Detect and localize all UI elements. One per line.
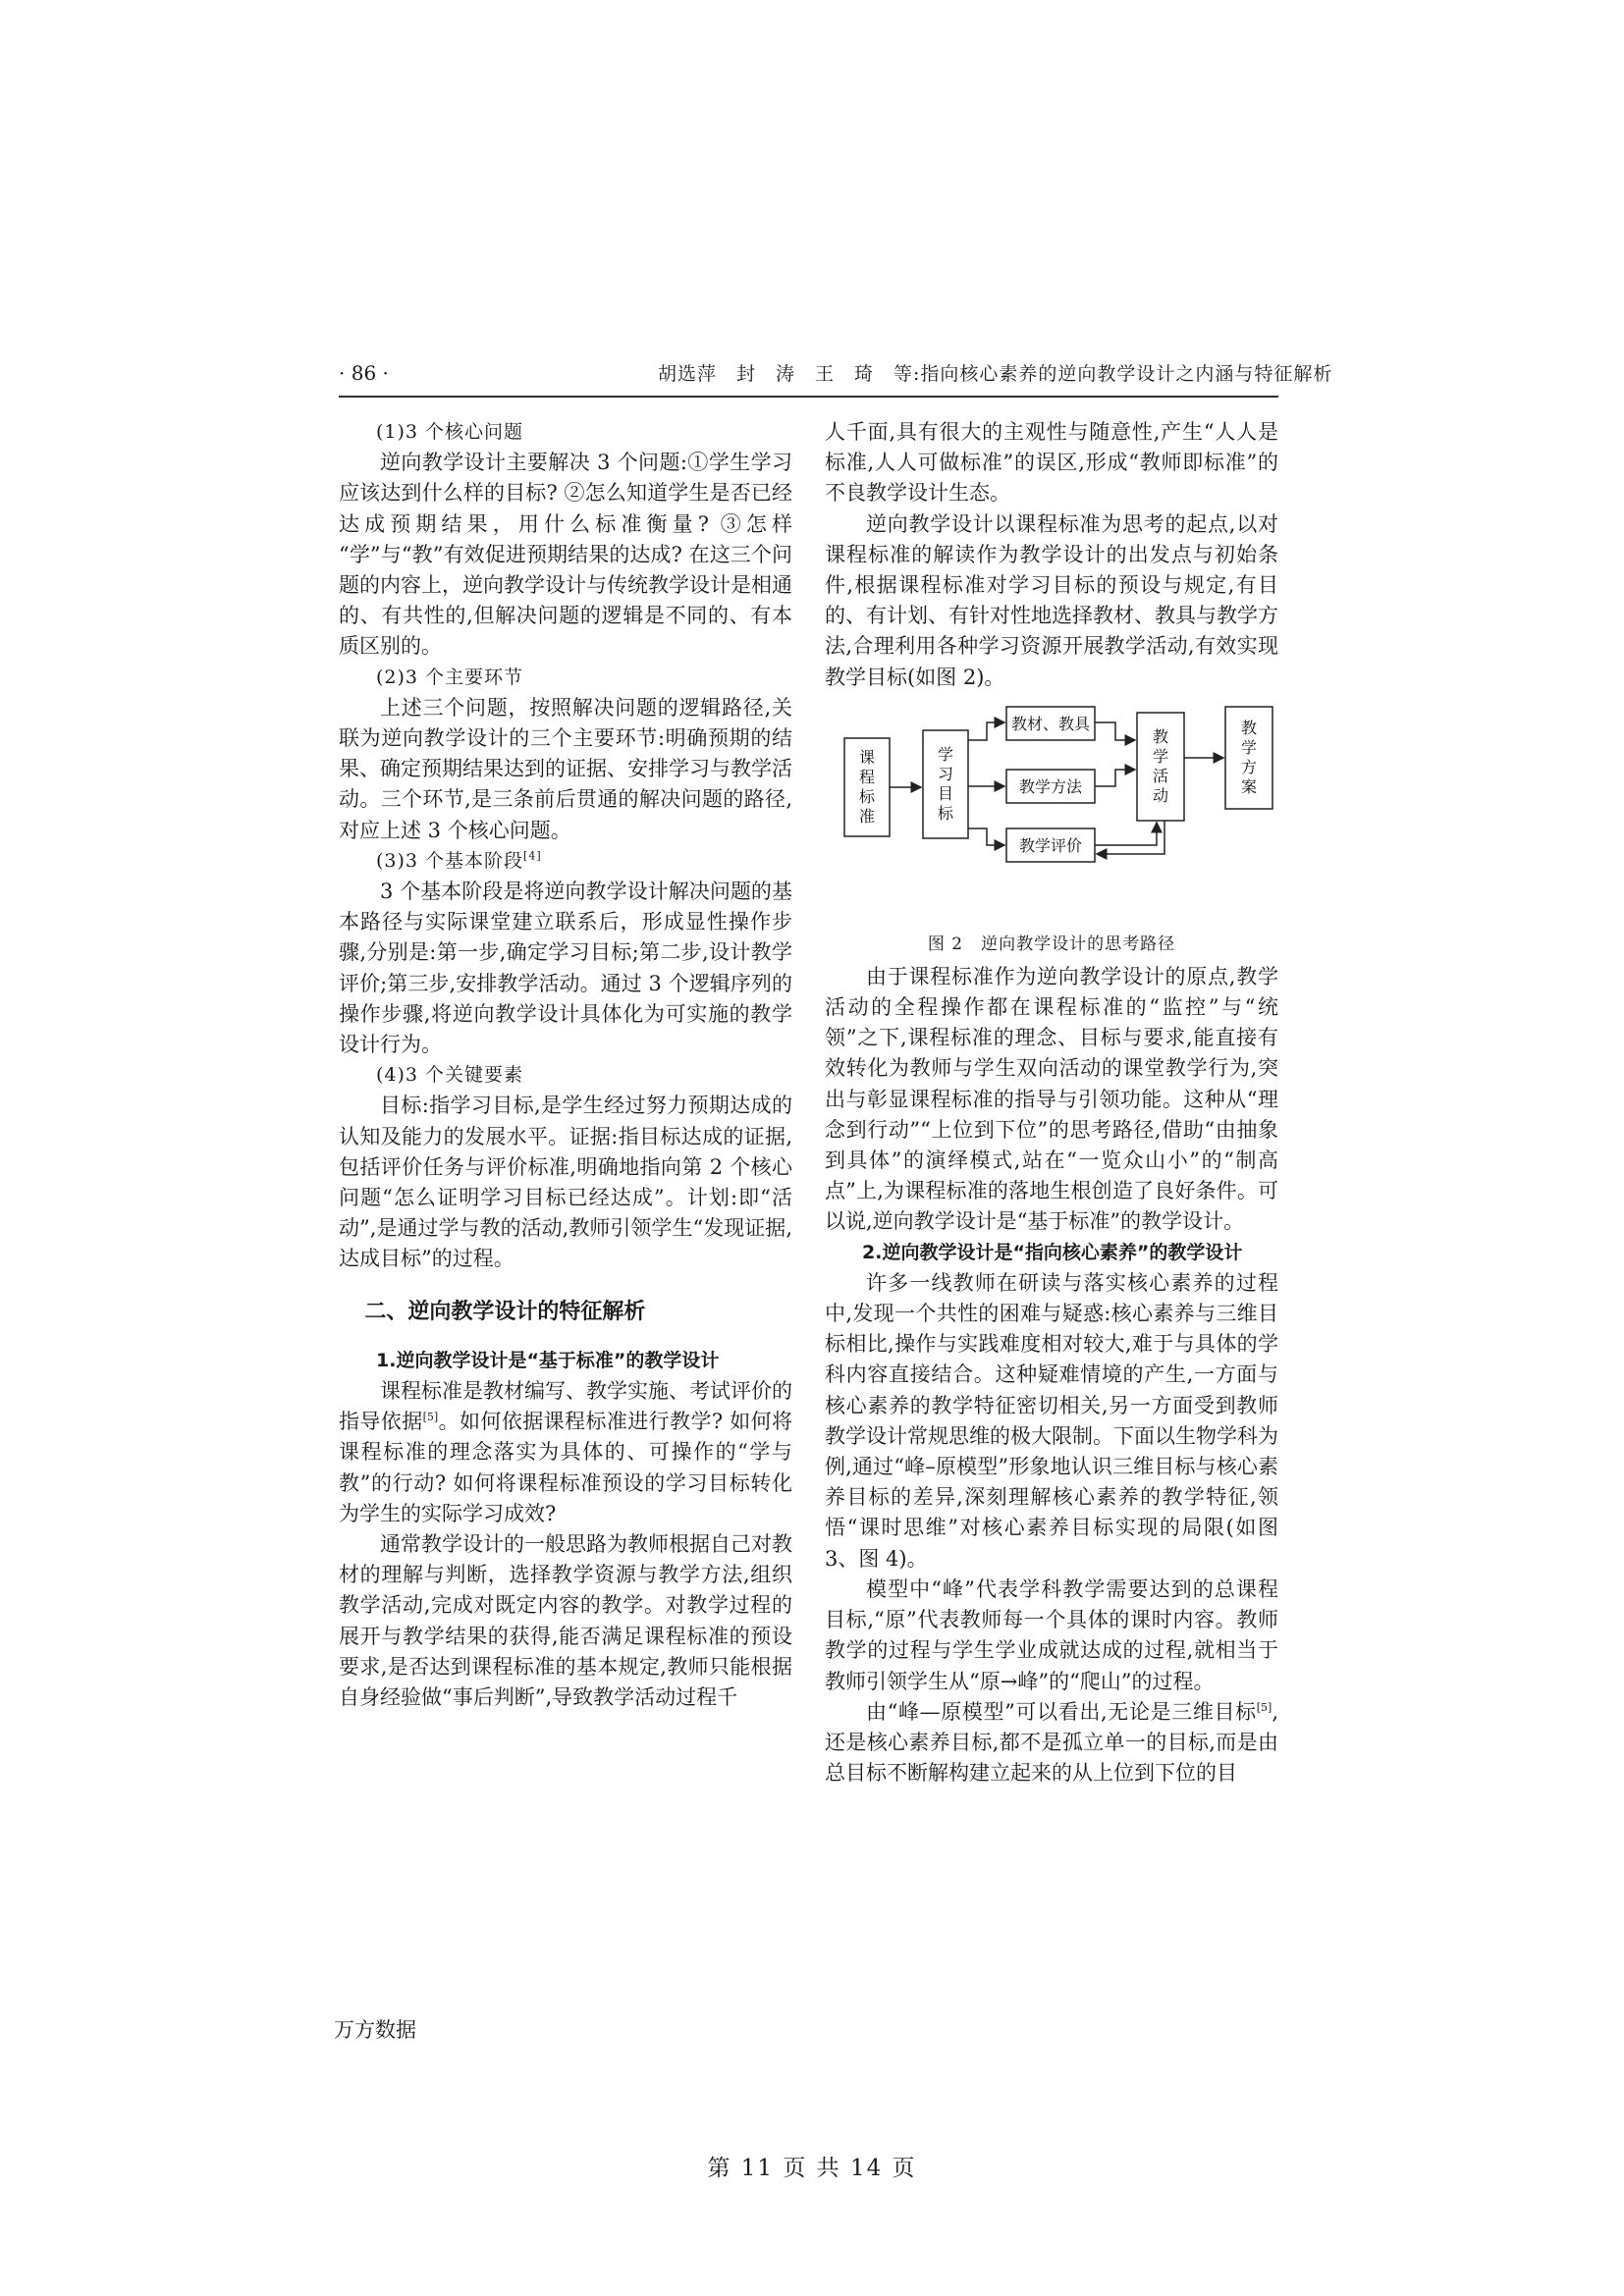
left-column <box>339 417 792 1713</box>
figure-caption: 图 2 逆向教学设计的思考路径 <box>927 934 1176 954</box>
paragraph: 模型中“峰”代表学科教学需要达到的总课程目标,“原”代表教师每一个具体的课时内容。教师教学的过程与学生学业成就达成的过程,就相当于教师引领学生从“原→峰”的“爬山”的过程。 <box>825 1576 1278 1693</box>
paragraph: 逆向教学设计以课程标准为思考的起点,以对课程标准的解读作为教学设计的出发点与初始条件,根据课程标准对学习目标的预设与规定,有目的、有计划、有针对性地选择教材、教具与教学方法,合理利用各种学习资源开展教学活动,有效实现教学目标(如图 2)。 <box>825 511 1278 689</box>
citation-ref: [5] <box>1256 1700 1272 1714</box>
paragraph: 许多一线教师在研读与落实核心素养的过程中,发现一个共性的困难与疑惑:核心素养与三维目标相比,操作与实践难度相对较大,难于与具体的学科内容直接结合。这种疑难情境的产生,一方面与核心素养的教学特征密切相关,另一方面受到教师教学设计常规思维的极大限制。下面以生物学科为例,通过“峰–原模型”形象地认识三维目标与核心素养目标的差异,深刻理解核心素养的教学特征,领悟“课时思维”对核心素养目标实现的局限(如图 3、图 4)。 <box>825 1270 1278 1571</box>
arrow <box>1095 823 1157 845</box>
subheading-key-elements: (4)3 个关键要素 <box>376 1064 524 1087</box>
arrow <box>1095 722 1135 740</box>
citation-ref: [5] <box>422 1411 439 1424</box>
arrow <box>1095 770 1135 786</box>
paragraph: 通常教学设计的一般思路为教师根据自己对教材的理解与判断，选择教学资源与教学方法,组织教学活动,完成对既定内容的教学。对教学过程的展开与教学结果的获得,能否满足课程标准的预设要求,是否达到课程标准的基本规定,教师只能根据自身经验做“事后判断”,导致教学活动过程千 <box>339 1531 792 1709</box>
paragraph: 人千面,具有很大的主观性与随意性,产生“人人是标准,人人可做标准”的误区,形成“教师即标准”的不良教学设计生态。 <box>825 420 1278 506</box>
arrow <box>1097 821 1164 854</box>
paragraph: 目标:指学习目标,是学生经过努力预期达成的认知及能力的发展水平。证据:指目标达成的证据,包括评价任务与评价标准,明确地指向第 2 个核心问题“怎么证明学习目标已经达成”。计划:即“活动”,是通过学与教的活动,教师引领学生“发现证据,达成目标”的过程。 <box>339 1094 792 1271</box>
section-subheading: 1.逆向教学设计是“基于标准”的教学设计 <box>376 1349 720 1371</box>
figure-2 <box>825 701 1278 925</box>
paragraph: 由于课程标准作为逆向教学设计的原点,教学活动的全程操作都在课程标准的“监控”与“统领”之下,课程标准的理念、目标与要求,能直接有效转化为教师与学生双向活动的课堂教学行为,突出与彰显课程标准的指导与引领功能。这种从“理念到行动”“上位到下位”的思考路径,借助“由抽象到具体”的演绎模式,站在“一览众山小”的“制高点”上,为课程标准的落地生根创造了良好条件。可以说,逆向教学设计是“基于标准”的教学设计。 <box>825 964 1278 1234</box>
node-activity-label: 教学活动 <box>1152 726 1169 805</box>
node-methods-label: 教学方法 <box>1018 776 1083 796</box>
subheading-main-links: (2)3 个主要环节 <box>376 666 524 688</box>
arrow <box>968 828 1004 845</box>
arrow <box>968 722 1004 740</box>
paragraph: 3 个基本阶段是将逆向教学设计解决问题的基本路径与实际课堂建立联系后，形成显性操作步骤,分别是:第一步,确定学习目标;第二步,设计教学评价;第三步,安排教学活动。通过 3 个逻辑序列的操作步骤,将逆向教学设计具体化为可实施的教学设计行为。 <box>339 880 792 1057</box>
paragraph: 逆向教学设计主要解决 3 个问题:①学生学习应该达到什么样的目标? ②怎么知道学生是否已经达成预期结果，用什么标准衡量? ③怎样 “学”与“教”有效促进预期结果的达成? 在这三个问题的内容上，逆向教学设计与传统教学设计是相通的、有共性的,但解决问题的逻辑是不同的、有本质区别的。 <box>339 451 792 659</box>
page-footer: 第 11 页 共 14 页 <box>707 2156 917 2181</box>
subheading-basic-stages: (3)3 个基本阶段[4] <box>376 849 542 872</box>
section-subheading: 2.逆向教学设计是“指向核心素养”的教学设计 <box>862 1241 1243 1263</box>
node-standard-label: 课程标准 <box>858 747 876 826</box>
flow-diagram <box>825 701 1278 925</box>
citation-ref: [4] <box>523 849 542 863</box>
node-plan-label: 教学方案 <box>1240 718 1258 796</box>
paragraph: 由“峰—原模型”可以看出,无论是三维目标[5],还是核心素养目标,都不是孤立单一的目标,而是由总目标不断解构建立起来的从上位到下位的目 <box>825 1699 1278 1786</box>
right-column <box>825 417 1278 1789</box>
section-heading: 二、逆向教学设计的特征解析 <box>364 1299 646 1324</box>
node-materials-label: 教材、教具 <box>1010 714 1091 733</box>
watermark: 万方数据 <box>334 2018 416 2042</box>
running-header: 胡选萍 封 涛 王 琦 等:指向核心素养的逆向教学设计之内涵与特征解析 <box>658 363 1333 385</box>
paragraph: 上述三个问题，按照解决问题的逻辑路径,关联为逆向教学设计的三个主要环节:明确预期的结果、确定预期结果达到的证据、安排学习与教学活动。三个环节,是三条前后贯通的解决问题的路径,对应上述 3 个核心问题。 <box>339 695 792 842</box>
page-number: · 86 · <box>339 361 389 385</box>
subheading-core-questions: (1)3 个核心问题 <box>376 421 524 443</box>
paragraph: 课程标准是教材编写、教学实施、考试评价的指导依据[5]。如何依据课程标准进行教学? 如何将课程标准的理念落实为具体的、可操作的“学与教”的行动? 如何将课程标准预设的学习目标转化为学生的实际学习成效? <box>339 1378 793 1525</box>
node-evaluation-label: 教学评价 <box>1018 835 1083 855</box>
header-rule <box>339 396 1278 398</box>
node-goals-label: 学习目标 <box>937 744 954 823</box>
